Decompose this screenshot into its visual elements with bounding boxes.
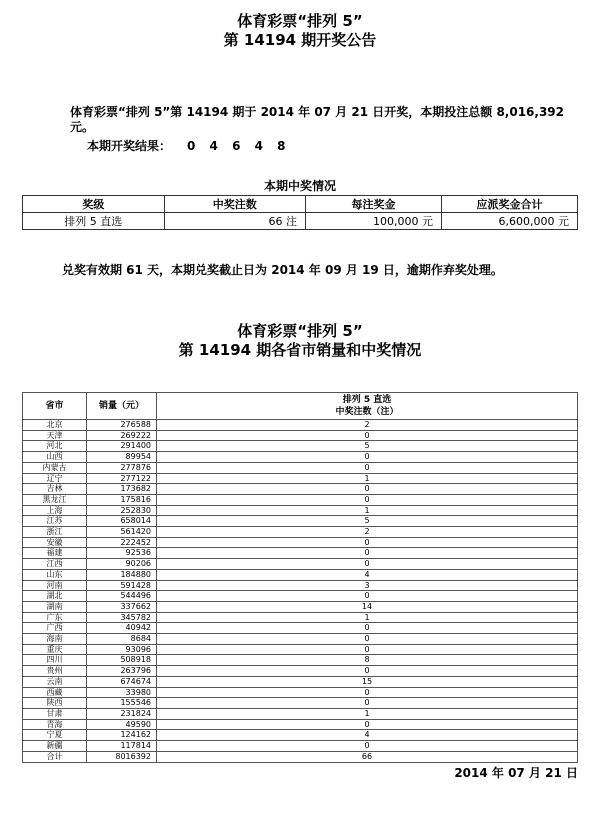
prize-table-title: 本期中奖情况 <box>263 179 336 193</box>
province-count-cell: 0 <box>157 719 578 730</box>
province-table-row <box>23 420 578 431</box>
province-sales-cell: 277876 <box>87 462 157 473</box>
province-header-count-line2: 中奖注数（注） <box>335 407 399 417</box>
province-sales-cell: 89954 <box>87 452 157 463</box>
province-sales-cell: 231824 <box>87 708 157 719</box>
province-sales-cell: 93096 <box>87 644 157 655</box>
province-table-row <box>23 730 578 741</box>
province-table-row <box>23 580 578 591</box>
province-sales-cell: 40942 <box>87 623 157 634</box>
province-header-name: 省市 <box>23 393 87 420</box>
province-count-cell: 14 <box>157 601 578 612</box>
province-name-cell: 山西 <box>23 452 87 463</box>
province-name-cell: 山东 <box>23 569 87 580</box>
province-table <box>22 392 578 763</box>
province-table-row <box>23 591 578 602</box>
province-sales-cell: 33980 <box>87 687 157 698</box>
prize-header-count: 中奖注数 <box>164 196 306 213</box>
province-sales-cell: 49590 <box>87 719 157 730</box>
province-section-title-line1: 体育彩票“排列 5” <box>237 322 363 340</box>
province-name-cell: 合计 <box>23 751 87 762</box>
province-table-row <box>23 516 578 527</box>
province-count-cell: 5 <box>157 516 578 527</box>
province-count-cell: 4 <box>157 730 578 741</box>
province-sales-cell: 345782 <box>87 612 157 623</box>
province-table-row <box>23 666 578 677</box>
prize-table <box>22 195 578 230</box>
province-sales-cell: 276588 <box>87 420 157 431</box>
prize-table-cell: 排列 5 直选 <box>23 213 165 230</box>
redeem-note: 兑奖有效期 61 天，本期兑奖截止日为 2014 年 09 月 19 日，逾期作弃奖处理。 <box>62 263 503 277</box>
province-name-cell: 宁夏 <box>23 730 87 741</box>
province-sales-cell: 263796 <box>87 666 157 677</box>
intro-paragraph: 体育彩票“排列 5”第 14194 期于 2014 年 07 月 21 日开奖，本期投注总额 8,016,392 元。 <box>70 105 565 134</box>
province-sales-cell: 277122 <box>87 473 157 484</box>
province-table-row <box>23 484 578 495</box>
province-count-cell: 2 <box>157 420 578 431</box>
prize-table-body <box>23 213 578 230</box>
province-count-cell: 0 <box>157 559 578 570</box>
province-table-row <box>23 698 578 709</box>
province-name-cell: 湖南 <box>23 601 87 612</box>
prize-table-header <box>23 196 578 213</box>
province-count-cell: 0 <box>157 494 578 505</box>
province-sales-cell: 175816 <box>87 494 157 505</box>
province-name-cell: 青海 <box>23 719 87 730</box>
draw-result-label: 本期开奖结果： <box>87 139 172 153</box>
province-name-cell: 西藏 <box>23 687 87 698</box>
province-table-row <box>23 441 578 452</box>
prize-header-total: 应派奖金合计 <box>442 196 578 213</box>
province-count-cell: 4 <box>157 569 578 580</box>
province-sales-cell: 92536 <box>87 548 157 559</box>
province-table-row <box>23 494 578 505</box>
province-name-cell: 河南 <box>23 580 87 591</box>
province-table-row <box>23 473 578 484</box>
prize-table-cell: 100,000 元 <box>306 213 442 230</box>
province-count-cell: 1 <box>157 708 578 719</box>
province-table-row <box>23 687 578 698</box>
province-count-cell: 0 <box>157 548 578 559</box>
announcement-title-line2: 第 14194 期开奖公告 <box>223 31 377 49</box>
province-sales-cell: 337662 <box>87 601 157 612</box>
announcement-title <box>0 12 600 50</box>
province-name-cell: 甘肃 <box>23 708 87 719</box>
province-count-cell: 0 <box>157 634 578 645</box>
province-table-row <box>23 655 578 666</box>
province-sales-cell: 155546 <box>87 698 157 709</box>
province-count-cell: 0 <box>157 537 578 548</box>
province-sales-cell: 291400 <box>87 441 157 452</box>
province-count-cell: 0 <box>157 462 578 473</box>
province-table-row <box>23 623 578 634</box>
province-name-cell: 吉林 <box>23 484 87 495</box>
prize-header-level: 奖级 <box>23 196 165 213</box>
province-table-row <box>23 741 578 752</box>
province-name-cell: 辽宁 <box>23 473 87 484</box>
province-count-cell: 5 <box>157 441 578 452</box>
province-name-cell: 安徽 <box>23 537 87 548</box>
province-sales-cell: 173682 <box>87 484 157 495</box>
province-table-header-row <box>23 393 578 420</box>
province-sales-cell: 124162 <box>87 730 157 741</box>
province-sales-cell: 8684 <box>87 634 157 645</box>
province-table-row <box>23 719 578 730</box>
province-name-cell: 新疆 <box>23 741 87 752</box>
province-count-cell: 0 <box>157 591 578 602</box>
province-sales-cell: 252830 <box>87 505 157 516</box>
province-table-row <box>23 527 578 538</box>
province-name-cell: 内蒙古 <box>23 462 87 473</box>
province-sales-cell: 184880 <box>87 569 157 580</box>
province-count-cell: 1 <box>157 505 578 516</box>
province-table-row <box>23 559 578 570</box>
province-name-cell: 四川 <box>23 655 87 666</box>
province-table-row <box>23 708 578 719</box>
province-name-cell: 贵州 <box>23 666 87 677</box>
province-count-cell: 0 <box>157 698 578 709</box>
province-name-cell: 江西 <box>23 559 87 570</box>
province-name-cell: 陕西 <box>23 698 87 709</box>
province-table-row <box>23 676 578 687</box>
prize-table-cell: 66 注 <box>164 213 306 230</box>
province-sales-cell: 544496 <box>87 591 157 602</box>
province-sales-cell: 508918 <box>87 655 157 666</box>
province-count-cell: 15 <box>157 676 578 687</box>
province-sales-cell: 561420 <box>87 527 157 538</box>
province-count-cell: 66 <box>157 751 578 762</box>
province-name-cell: 广西 <box>23 623 87 634</box>
province-table-row <box>23 634 578 645</box>
province-table-row <box>23 751 578 762</box>
province-name-cell: 重庆 <box>23 644 87 655</box>
province-table-row <box>23 569 578 580</box>
draw-result-line <box>87 137 290 154</box>
province-name-cell: 江苏 <box>23 516 87 527</box>
province-sales-cell: 658014 <box>87 516 157 527</box>
province-name-cell: 福建 <box>23 548 87 559</box>
province-name-cell: 北京 <box>23 420 87 431</box>
province-header-count <box>157 393 578 420</box>
province-count-cell: 0 <box>157 644 578 655</box>
province-table-header <box>23 393 578 420</box>
announcement-title-line1: 体育彩票“排列 5” <box>237 12 363 30</box>
province-sales-cell: 8016392 <box>87 751 157 762</box>
province-count-cell: 2 <box>157 527 578 538</box>
province-table-row <box>23 505 578 516</box>
province-name-cell: 湖北 <box>23 591 87 602</box>
province-sales-cell: 90206 <box>87 559 157 570</box>
prize-header-amount: 每注奖金 <box>306 196 442 213</box>
province-section-title <box>0 322 600 360</box>
province-table-row <box>23 644 578 655</box>
province-sales-cell: 222452 <box>87 537 157 548</box>
province-count-cell: 0 <box>157 484 578 495</box>
province-count-cell: 0 <box>157 430 578 441</box>
province-count-cell: 1 <box>157 473 578 484</box>
province-name-cell: 云南 <box>23 676 87 687</box>
province-table-row <box>23 537 578 548</box>
prize-table-row <box>23 213 578 230</box>
province-count-cell: 1 <box>157 612 578 623</box>
province-header-sales: 销量（元） <box>87 393 157 420</box>
province-name-cell: 海南 <box>23 634 87 645</box>
province-table-row <box>23 452 578 463</box>
province-name-cell: 天津 <box>23 430 87 441</box>
province-count-cell: 3 <box>157 580 578 591</box>
province-header-count-line1: 排列 5 直选 <box>342 395 392 405</box>
prize-table-header-row <box>23 196 578 213</box>
province-count-cell: 0 <box>157 623 578 634</box>
province-sales-cell: 591428 <box>87 580 157 591</box>
province-count-cell: 0 <box>157 666 578 677</box>
province-table-row <box>23 430 578 441</box>
province-table-row <box>23 612 578 623</box>
province-sales-cell: 674674 <box>87 676 157 687</box>
province-count-cell: 0 <box>157 452 578 463</box>
province-table-body <box>23 420 578 763</box>
footer-date: 2014 年 07 月 21 日 <box>454 766 578 780</box>
province-count-cell: 8 <box>157 655 578 666</box>
province-name-cell: 河北 <box>23 441 87 452</box>
province-name-cell: 黑龙江 <box>23 494 87 505</box>
prize-table-cell: 6,600,000 元 <box>442 213 578 230</box>
province-count-cell: 0 <box>157 741 578 752</box>
province-section-title-line2: 第 14194 期各省市销量和中奖情况 <box>178 341 422 359</box>
province-count-cell: 0 <box>157 687 578 698</box>
province-table-row <box>23 601 578 612</box>
province-name-cell: 广东 <box>23 612 87 623</box>
province-name-cell: 浙江 <box>23 527 87 538</box>
province-table-row <box>23 548 578 559</box>
draw-result-numbers: 0 4 6 4 8 <box>187 139 291 153</box>
province-sales-cell: 117814 <box>87 741 157 752</box>
province-sales-cell: 269222 <box>87 430 157 441</box>
province-name-cell: 上海 <box>23 505 87 516</box>
province-table-row <box>23 462 578 473</box>
